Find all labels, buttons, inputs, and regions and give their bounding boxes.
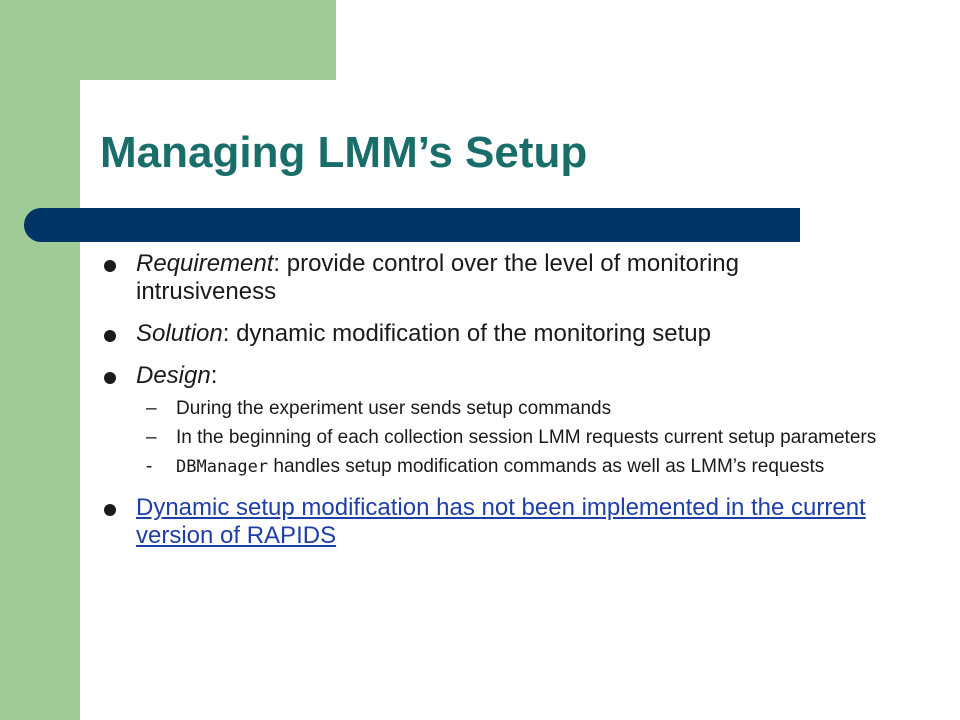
sub-bullet-text: In the beginning of each collection session LMM requests current setup parameters [176,427,877,448]
bullet-design [100,362,880,390]
top-band [0,0,336,80]
bullet-dot-icon [104,330,116,342]
dash-icon: – [146,427,157,448]
sub-bullet [100,398,880,419]
bullet-text: provide control over the level of monitoring intrusiveness [136,250,739,305]
bullet-dot-icon [104,260,116,272]
sub-bullet-text: handles setup modification commands as well as LMM’s requests [268,456,825,477]
slide-content [100,250,880,564]
bullet-separator: : [273,250,281,277]
bullet-text: dynamic modification of the monitoring setup [229,320,711,347]
bullet-requirement [100,250,880,306]
bullet-dot-icon [104,372,116,384]
bullet-label: Solution [136,320,223,347]
code-name: DBManager [176,457,269,477]
bullet-status-link[interactable] [100,494,880,550]
side-band [0,0,80,720]
bullet-separator: : [222,320,230,347]
dash-icon: – [146,398,157,419]
bullet-label: Design [136,362,211,389]
bullet-separator: : [210,362,218,389]
dash-icon: - [146,456,153,477]
bullet-label: Requirement [136,250,274,277]
status-link[interactable]: Dynamic setup modification has not been implemented in the current version of RAPIDS [136,494,866,549]
sub-bullet-text: During the experiment user sends setup commands [176,398,612,419]
title-underline-bar [24,208,800,242]
slide-title: Managing LMM’s Setup [100,128,588,177]
bullet-dot-icon [104,504,116,516]
sub-bullet [100,456,880,478]
sub-bullet [100,427,880,448]
bullet-solution [100,320,880,348]
